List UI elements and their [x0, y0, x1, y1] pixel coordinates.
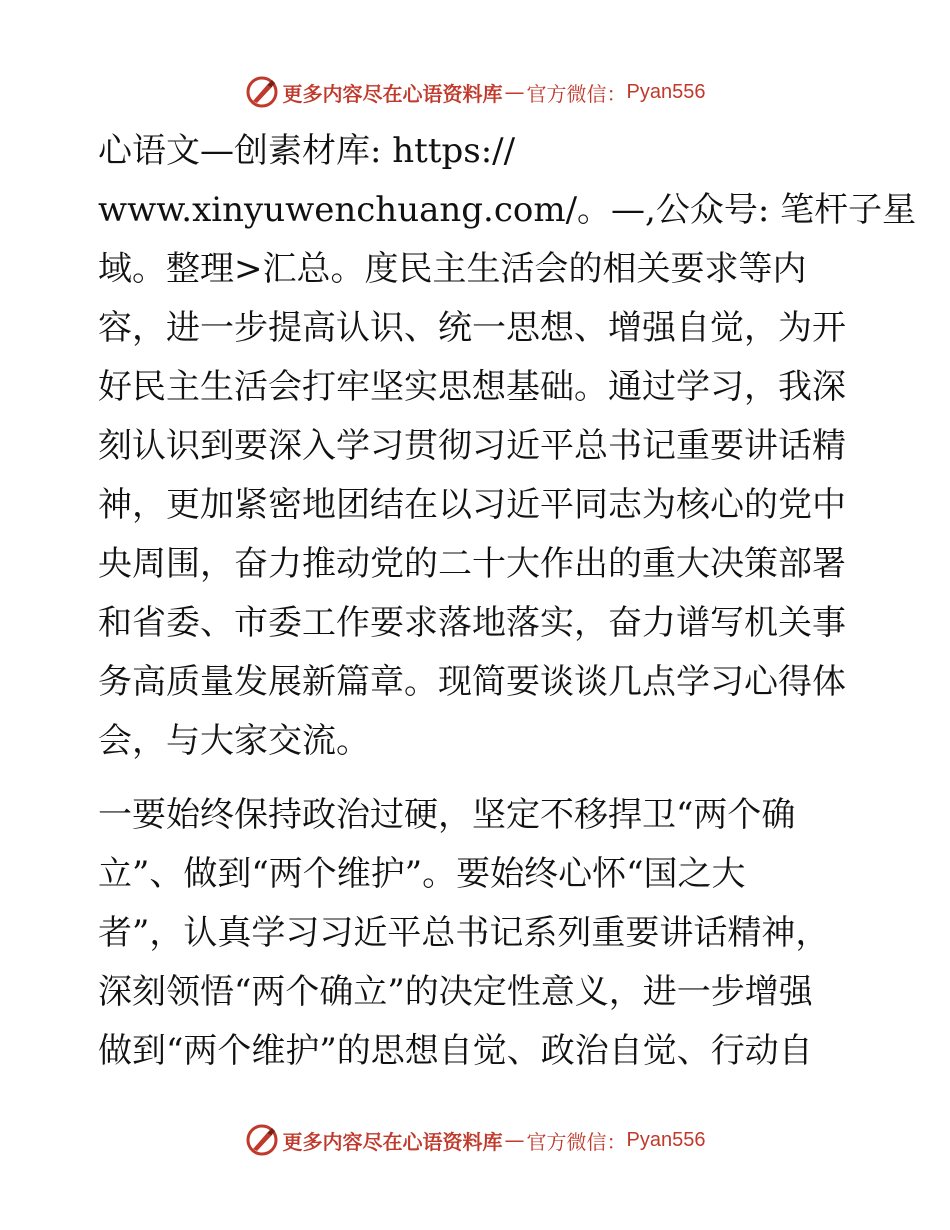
text-line-content: 者”，认真学习习近平总书记系列重要讲话精神，: [98, 913, 830, 953]
text-line: [98, 476, 858, 535]
text-line: [98, 358, 858, 417]
text-line-content: 做到“两个维护”的思想自觉、政治自觉、行动自: [98, 1031, 813, 1071]
footer-banner: [0, 1120, 950, 1160]
text-line: [98, 240, 858, 299]
text-line: [98, 712, 858, 771]
text-line: [98, 181, 917, 240]
text-line-content: 立”、做到“两个维护”。要始终心怀“国之大: [98, 854, 746, 894]
text-line: [98, 963, 858, 1022]
text-line: [98, 594, 858, 653]
text-line-content: 域。整理>汇总。度民主生活会的相关要求等内: [98, 249, 807, 289]
text-line-content: 容，进一步提高认识、统一思想、增强自觉，为开: [98, 308, 846, 348]
header-banner: [0, 72, 950, 112]
text-line: [98, 845, 858, 904]
text-line-content: 和省委、市委工作要求落地落实，奋力谱写机关事: [98, 603, 846, 643]
brush-logo-icon: [245, 75, 279, 109]
banner-dash: —: [504, 80, 525, 104]
text-line: [98, 122, 858, 181]
text-line: [98, 786, 858, 845]
text-line: [98, 535, 858, 594]
paragraph-gap: [98, 771, 858, 786]
banner-account: Pyan556: [626, 80, 706, 103]
banner-account: Pyan556: [626, 1128, 706, 1151]
document-body: [98, 122, 917, 1081]
text-line-content: www.xinyuwenchuang.com/。—,公众号: 笔杆子星: [98, 190, 917, 230]
banner-wechat-label: 官方微信：: [526, 81, 627, 106]
text-line: [98, 904, 858, 963]
text-line-content: 刻认识到要深入学习贯彻习近平总书记重要讲话精: [98, 426, 846, 466]
text-line: [98, 299, 858, 358]
text-line-content: 深刻领悟“两个确立”的决定性意义，进一步增强: [98, 972, 813, 1012]
text-line-content: 一要始终保持政治过硬，坚定不移捍卫“两个确: [98, 795, 796, 835]
text-line-content: 心语文—创素材库: https://: [98, 131, 516, 171]
text-line: [98, 1022, 858, 1081]
text-line-content: 会，与大家交流。: [98, 721, 370, 761]
text-line-content: 好民主生活会打牢坚实思想基础。通过学习，我深: [98, 367, 846, 407]
banner-dash: —: [504, 1128, 525, 1152]
text-line-content: 央周围，奋力推动党的二十大作出的重大决策部署: [98, 544, 846, 584]
banner-wechat-label: 官方微信：: [526, 1129, 627, 1154]
banner-brand-text: 更多内容尽在心语资料库: [282, 1129, 503, 1154]
text-line-content: 务高质量发展新篇章。现简要谈谈几点学习心得体: [98, 662, 846, 702]
text-line: [98, 417, 858, 476]
brush-logo-icon: [245, 1123, 279, 1157]
banner-brand-text: 更多内容尽在心语资料库: [282, 81, 503, 106]
text-line-content: 神，更加紧密地团结在以习近平同志为核心的党中: [98, 485, 846, 525]
text-line: [98, 653, 858, 712]
